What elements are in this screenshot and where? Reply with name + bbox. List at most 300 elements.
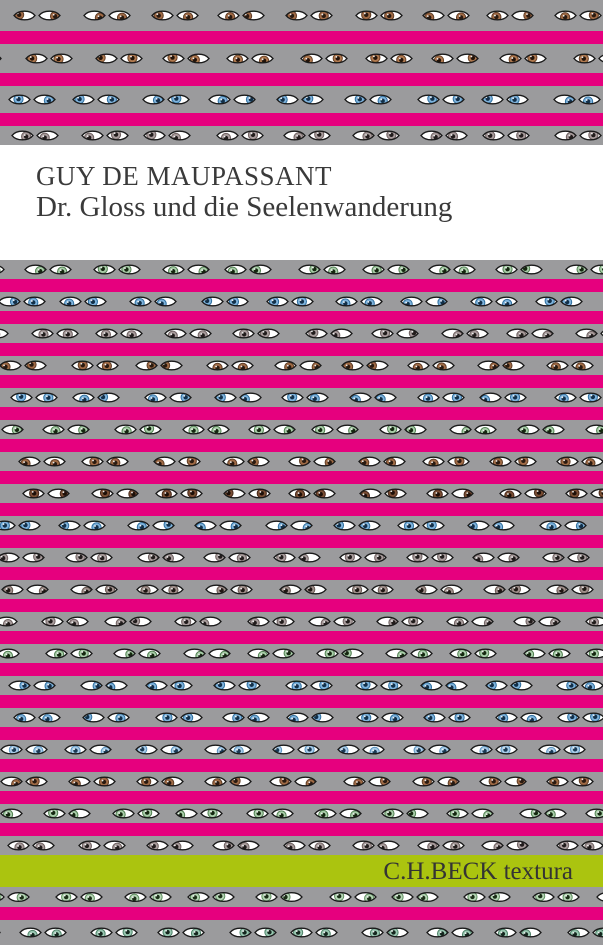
- eye-icon: [384, 457, 405, 467]
- eye-icon: [114, 649, 135, 659]
- eye-icon: [536, 296, 557, 306]
- eye-icon: [495, 928, 516, 938]
- eye-icon: [98, 95, 119, 104]
- eye-icon: [282, 393, 303, 402]
- eye-icon: [342, 361, 363, 371]
- eye-icon: [582, 457, 603, 468]
- eye-icon: [116, 927, 137, 936]
- eye-icon: [496, 713, 517, 723]
- eye-icon: [56, 892, 77, 901]
- eye-row: [0, 452, 603, 471]
- eye-icon: [306, 328, 327, 338]
- eye-icon: [172, 841, 193, 851]
- eye-icon: [295, 777, 316, 788]
- eye-icon: [586, 425, 603, 435]
- eye-icon: [418, 393, 439, 403]
- eye-icon: [107, 457, 128, 467]
- eye-icon: [496, 265, 517, 274]
- eye-icon: [407, 552, 428, 562]
- eye-icon: [284, 131, 305, 142]
- magenta-stripe: [0, 567, 603, 580]
- eye-icon: [97, 361, 118, 370]
- eye-icon: [34, 95, 55, 105]
- eye-icon: [230, 776, 251, 786]
- magenta-stripe: [0, 375, 603, 388]
- eye-icon: [433, 361, 454, 372]
- eye-icon: [392, 892, 413, 901]
- magenta-stripe: [0, 727, 603, 740]
- eye-icon: [71, 585, 92, 596]
- eye-icon: [572, 361, 593, 372]
- eye-icon: [334, 521, 355, 530]
- eye-icon: [487, 11, 508, 21]
- eye-icon: [386, 649, 407, 660]
- eye-icon: [397, 329, 418, 338]
- eye-icon: [286, 11, 307, 20]
- eye-icon: [452, 928, 473, 939]
- eye-icon: [406, 809, 428, 818]
- eye-icon: [532, 329, 553, 340]
- eye-icon: [309, 841, 330, 852]
- eye-icon: [8, 841, 29, 852]
- eye-icon: [217, 131, 238, 142]
- eye-icon: [503, 361, 524, 370]
- eye-icon: [81, 893, 102, 903]
- eye-icon: [471, 297, 492, 307]
- eye-icon: [583, 712, 603, 722]
- eye-row: [0, 44, 603, 73]
- eye-icon: [424, 713, 445, 722]
- eye-icon: [446, 681, 467, 692]
- eye-icon: [115, 425, 136, 436]
- eye-icon: [248, 713, 269, 724]
- eye-icon: [324, 265, 345, 276]
- eye-icon: [514, 617, 535, 626]
- eye-icon: [143, 95, 164, 105]
- eye-icon: [230, 928, 251, 937]
- eye-icon: [200, 617, 221, 628]
- eye-icon: [432, 54, 453, 65]
- magenta-stripe: [0, 31, 603, 44]
- eye-icon: [391, 54, 412, 64]
- eye-icon: [1, 745, 22, 754]
- eye-icon: [291, 521, 312, 532]
- eye-icon: [96, 329, 117, 339]
- eye-row: [0, 86, 603, 113]
- eye-icon: [591, 488, 603, 498]
- eye-icon: [547, 585, 568, 595]
- eye-icon: [168, 94, 189, 104]
- eye-icon: [496, 297, 517, 308]
- book-title: Dr. Gloss und die Seelenwanderung: [36, 191, 453, 223]
- eye-icon: [136, 745, 157, 754]
- eye-icon: [227, 54, 248, 64]
- eye-icon: [549, 649, 570, 659]
- eye-icon: [275, 361, 296, 372]
- eye-icon: [490, 457, 511, 467]
- eye-icon: [23, 552, 44, 562]
- eye-row: [0, 920, 603, 945]
- eye-icon: [363, 265, 384, 275]
- eye-icon: [274, 425, 295, 435]
- eye-icon: [520, 809, 541, 818]
- eye-icon: [201, 808, 222, 817]
- eye-icon: [156, 489, 177, 499]
- eye-icon: [209, 95, 230, 105]
- eye-icon: [438, 777, 459, 788]
- eye-icon: [355, 893, 376, 903]
- eye-icon: [408, 361, 429, 372]
- eye-icon: [423, 521, 444, 530]
- eye-icon: [568, 928, 589, 939]
- eye-icon: [202, 296, 223, 306]
- eye-icon: [484, 585, 505, 595]
- eye-icon: [163, 53, 184, 63]
- eye-icon: [367, 361, 388, 370]
- eye-icon: [555, 131, 576, 141]
- eye-icon: [472, 617, 494, 628]
- magenta-stripe: [0, 113, 603, 126]
- eye-icon: [213, 892, 234, 902]
- eye-icon: [146, 681, 167, 692]
- eye-icon: [81, 681, 102, 690]
- eye-icon: [591, 264, 603, 273]
- eye-icon: [382, 713, 403, 724]
- eye-icon: [472, 809, 493, 820]
- eye-icon: [34, 681, 55, 690]
- eye-icon: [423, 11, 444, 22]
- eye-icon: [378, 130, 399, 140]
- eye-icon: [363, 745, 384, 756]
- eye-icon: [59, 521, 80, 530]
- eye-icon: [305, 585, 326, 594]
- eye-icon: [372, 585, 393, 595]
- eye-icon: [426, 297, 447, 307]
- eye-icon: [177, 11, 198, 22]
- eye-icon: [26, 745, 47, 755]
- eye-icon: [83, 712, 104, 721]
- eye-icon: [357, 713, 378, 722]
- eye-icon: [387, 928, 408, 937]
- eye-icon: [309, 130, 330, 140]
- eye-icon: [299, 553, 320, 563]
- eye-icon: [14, 10, 35, 20]
- eye-icon: [144, 130, 165, 140]
- eye-icon: [1, 809, 22, 819]
- eye-icon: [0, 265, 4, 275]
- magenta-stripe: [0, 535, 603, 548]
- eye-icon: [104, 841, 125, 852]
- eye-icon: [156, 713, 177, 722]
- eye-icon: [356, 680, 377, 690]
- eye-icon: [14, 713, 35, 723]
- eye-icon: [382, 809, 403, 818]
- eye-icon: [206, 585, 227, 595]
- eye-icon: [231, 585, 252, 594]
- eye-row: [0, 804, 603, 823]
- eye-icon: [107, 130, 128, 140]
- eye-icon: [555, 393, 576, 403]
- eye-icon: [214, 680, 235, 690]
- eye-icon: [316, 928, 337, 938]
- eye-icon: [195, 521, 216, 532]
- eye-icon: [337, 425, 358, 435]
- eye-row: [0, 484, 603, 503]
- eye-icon: [39, 11, 60, 21]
- eye-icon: [96, 53, 117, 63]
- eye-icon: [574, 54, 595, 63]
- eye-icon: [2, 425, 23, 434]
- eye-icon: [154, 457, 175, 468]
- eye-icon: [9, 94, 30, 103]
- eye-icon: [247, 809, 268, 818]
- eye-icon: [85, 297, 106, 306]
- eye-icon: [153, 520, 174, 530]
- eye-icon: [582, 681, 603, 692]
- eye-row: [0, 548, 603, 567]
- eye-icon: [286, 681, 307, 691]
- eye-icon: [301, 54, 322, 65]
- eye-icon: [429, 265, 450, 275]
- eye-icon: [525, 53, 546, 63]
- eye-icon: [138, 808, 159, 818]
- eye-icon: [224, 488, 245, 497]
- eye-icon: [183, 928, 204, 938]
- eye-icon: [229, 553, 250, 563]
- eye-icon: [518, 425, 539, 435]
- eye-icon: [44, 808, 65, 818]
- eye-icon: [240, 393, 261, 404]
- eye-icon: [471, 745, 492, 755]
- eye-icon: [361, 297, 382, 308]
- magenta-stripe: [0, 759, 603, 772]
- eye-icon: [377, 617, 398, 627]
- eye-icon: [457, 53, 478, 63]
- title-block: [0, 145, 603, 260]
- eye-icon: [442, 329, 463, 340]
- eye-icon: [188, 54, 209, 64]
- eye-icon: [39, 713, 60, 724]
- eye-icon: [266, 521, 287, 531]
- eye-icon: [220, 521, 241, 531]
- eye-icon: [284, 841, 305, 852]
- eye-icon: [188, 893, 209, 902]
- eye-icon: [314, 489, 335, 499]
- eye-row: [0, 836, 603, 855]
- eye-icon: [12, 131, 33, 141]
- eye-icon: [273, 648, 294, 657]
- eye-icon: [452, 489, 473, 499]
- eye-icon: [429, 745, 450, 756]
- eye-icon: [43, 425, 64, 436]
- eye-icon: [580, 392, 601, 402]
- eye-icon: [555, 11, 576, 22]
- eye-icon: [498, 553, 519, 563]
- eye-icon: [119, 265, 140, 274]
- eye-icon: [125, 893, 146, 904]
- eye-icon: [330, 892, 351, 902]
- eye-icon: [372, 328, 393, 337]
- eye-icon: [505, 776, 526, 785]
- eye-icon: [539, 617, 560, 627]
- eye-icon: [347, 585, 368, 594]
- eye-icon: [105, 617, 126, 628]
- eye-icon: [378, 841, 399, 853]
- eye-icon: [340, 809, 361, 820]
- eye-icon: [45, 928, 66, 939]
- eye-icon: [336, 297, 357, 308]
- eye-icon: [489, 892, 510, 901]
- eye-icon: [572, 776, 593, 786]
- eye-icon: [267, 297, 288, 306]
- eye-icon: [239, 680, 260, 690]
- eye-icon: [500, 54, 521, 64]
- eye-icon: [496, 745, 517, 754]
- eye-icon: [380, 424, 401, 434]
- magenta-stripe: [0, 311, 603, 324]
- eye-icon: [32, 329, 53, 339]
- eye-icon: [2, 585, 23, 595]
- magenta-stripe: [0, 907, 603, 920]
- eye-icon: [315, 809, 336, 819]
- eye-icon: [26, 54, 47, 63]
- eye-icon: [204, 552, 225, 562]
- eye-icon: [223, 713, 244, 722]
- eye-icon: [359, 521, 380, 530]
- eye-icon: [238, 841, 259, 852]
- eye-icon: [0, 297, 20, 306]
- eye-icon: [350, 393, 371, 404]
- eye-icon: [599, 53, 603, 62]
- eye-icon: [565, 521, 586, 530]
- eye-icon: [421, 131, 442, 141]
- eye-icon: [109, 11, 130, 22]
- eye-icon: [478, 361, 499, 371]
- eye-icon: [20, 928, 41, 939]
- eye-icon: [117, 489, 138, 498]
- eye-icon: [155, 297, 176, 308]
- eye-icon: [405, 425, 426, 435]
- eye-icon: [190, 329, 211, 340]
- eye-icon: [443, 841, 464, 851]
- eye-icon: [464, 892, 485, 901]
- eye-row: [0, 420, 603, 439]
- eye-icon: [66, 552, 87, 562]
- eye-icon: [42, 617, 63, 626]
- eye-icon: [557, 457, 578, 466]
- eye-icon: [96, 585, 117, 594]
- eye-icon: [381, 681, 402, 690]
- eye-icon: [277, 95, 298, 104]
- eye-icon: [252, 54, 273, 65]
- eye-icon: [381, 11, 402, 20]
- eye-icon: [130, 297, 151, 307]
- eye-icon: [366, 53, 387, 63]
- eye-icon: [82, 131, 103, 142]
- eye-icon: [340, 552, 361, 561]
- eye-icon: [94, 777, 115, 786]
- eye-icon: [139, 649, 160, 660]
- eye-icon: [566, 489, 587, 498]
- eye-icon: [404, 745, 425, 755]
- eye-icon: [208, 425, 229, 435]
- eye-icon: [273, 617, 294, 626]
- magenta-stripe: [0, 503, 603, 516]
- eye-icon: [480, 777, 501, 786]
- eye-icon: [162, 585, 183, 595]
- eye-icon: [385, 488, 406, 498]
- eye-icon: [213, 841, 234, 850]
- eye-icon: [0, 329, 8, 339]
- eye-icon: [205, 777, 226, 788]
- eye-icon: [289, 456, 310, 466]
- eye-row: [0, 260, 603, 279]
- eye-icon: [576, 329, 597, 340]
- eye-icon: [8, 893, 29, 902]
- eye-icon: [71, 649, 92, 658]
- eye-icon: [108, 713, 129, 723]
- eye-icon: [568, 553, 589, 562]
- eye-row: [0, 580, 603, 599]
- eye-row: [0, 356, 603, 375]
- eye-icon: [525, 488, 546, 498]
- eye-icon: [507, 95, 528, 104]
- eye-row: [0, 324, 603, 343]
- eye-icon: [248, 617, 269, 627]
- eye-icon: [90, 745, 111, 756]
- eye-icon: [136, 361, 157, 370]
- eye-icon: [140, 424, 161, 434]
- eye-icon: [48, 489, 69, 498]
- eye-icon: [593, 928, 603, 938]
- eye-icon: [500, 489, 521, 500]
- eye-icon: [507, 329, 528, 340]
- eye-icon: [68, 425, 89, 435]
- eye-icon: [113, 809, 134, 819]
- eye-icon: [162, 777, 183, 787]
- eye-icon: [579, 95, 600, 106]
- eye-icon: [540, 521, 561, 532]
- eye-icon: [232, 361, 253, 372]
- eye-icon: [298, 745, 319, 754]
- eye-row: [0, 644, 603, 663]
- eye-icon: [520, 928, 541, 939]
- magenta-stripe: [0, 439, 603, 452]
- eye-icon: [370, 95, 391, 105]
- eye-icon: [317, 649, 338, 658]
- eye-icon: [359, 457, 380, 467]
- eye-icon: [512, 11, 533, 20]
- eye-icon: [362, 928, 383, 938]
- eye-icon: [524, 649, 545, 659]
- eye-icon: [418, 841, 439, 851]
- eye-icon: [145, 393, 166, 404]
- magenta-stripe: [0, 343, 603, 356]
- eye-icon: [128, 521, 149, 532]
- eye-icon: [312, 712, 333, 722]
- magenta-stripe: [0, 279, 603, 292]
- eye-icon: [0, 521, 15, 530]
- eye-icon: [24, 297, 45, 307]
- eye-icon: [33, 841, 54, 852]
- eye-icon: [447, 617, 468, 628]
- eye-icon: [37, 131, 58, 142]
- eye-icon: [171, 681, 192, 690]
- eye-icon: [234, 95, 256, 104]
- eye-row: [0, 740, 603, 759]
- eye-icon: [416, 585, 437, 595]
- eye-icon: [150, 892, 171, 901]
